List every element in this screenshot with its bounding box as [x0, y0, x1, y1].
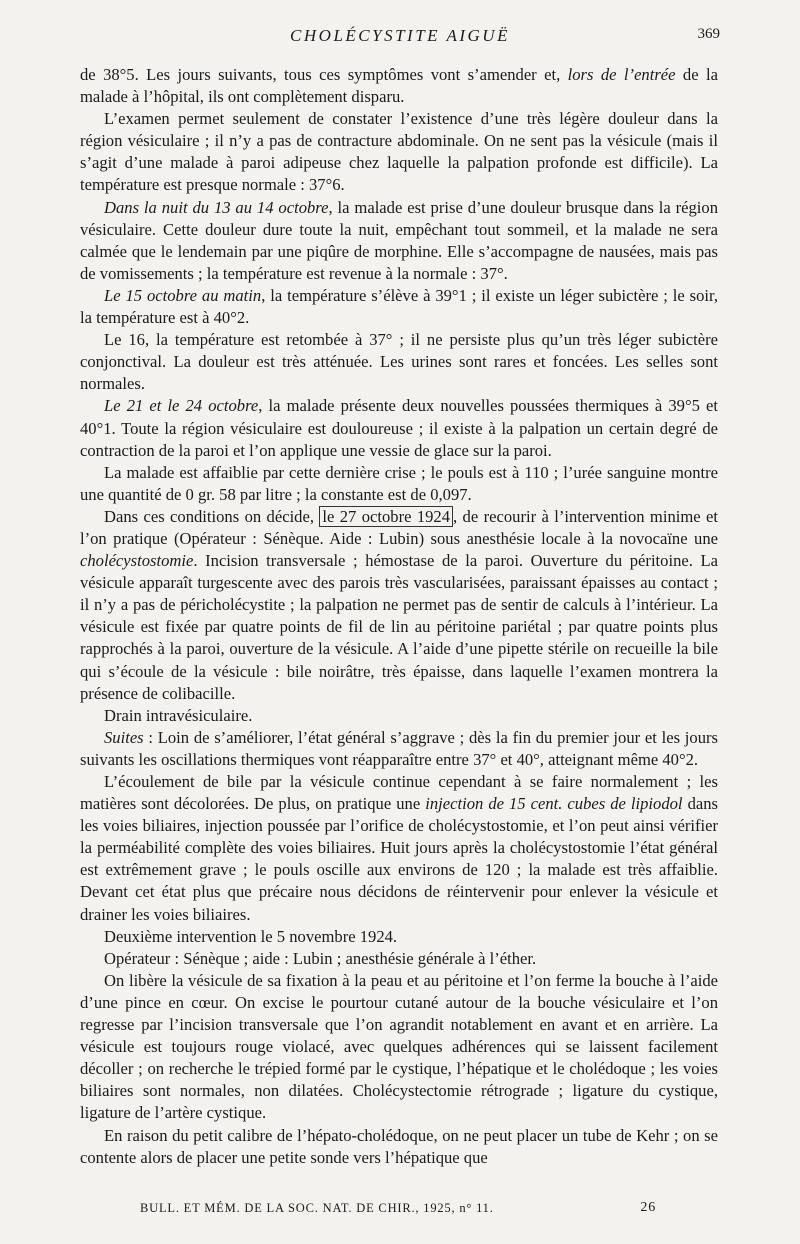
italic-text: Le 21 et le 24 octobre — [104, 396, 259, 416]
running-title: CHOLÉCYSTITE AIGUË — [290, 26, 510, 45]
paragraph — [80, 506, 718, 705]
paragraph — [80, 948, 718, 970]
text-run: La malade est affaiblie par cette dernière crise ; le pouls est à 110 ; l’urée sanguine montre une quantité de 0 gr. 58 par litre ; la constante est de 0,097. — [80, 462, 718, 504]
paragraph — [80, 285, 718, 329]
text-run: . Incision transversale ; hémostase de la paroi. Ouverture du péritoine. La vésicule apparaît turgescente avec des parois très vascularisées, paraissant épaisses au contact ; il n’y a pas de péricholécystite ; la palpation ne permet pas de sentir de calculs à l’intérieur. La vésicule est fixée par quatre points de fil de lin au péritoine pariétal ; par quatre points plus rapprochés à la paroi, ouverture de la vésicule. A l’aide d’une pipette stérile on recueille la bile qui s’écoule de la vésicule : bile noirâtre, très épaisse, dans laquelle l’examen montrera la présence de colibacille. — [80, 551, 718, 703]
italic-text: lors de l’entrée — [567, 65, 676, 84]
paragraph — [80, 727, 718, 771]
paragraph — [80, 329, 718, 395]
paragraph — [80, 1125, 718, 1169]
text-run: On libère la vésicule de sa fixation à la peau et au péritoine et l’on ferme la bouche à l’aide d’une pince en cœur. On excise le pourtour cutané autour de la bouche vésiculaire et l’on regresse par l’incision transversale que l’on agrandit notablement en avant et en arrière. La vésicule est toujours rouge violacé, avec quelques adhérences qui se laissent facilement décoller ; on recherche le trépied formé par le cystique, l’hépatique et le cholédoque ; les voies biliaires sont normales, non dilatées. Cholécystectomie rétrograde ; ligature du cystique, ligature de l’artère cystique. — [80, 970, 718, 1123]
italic-text: injection de 15 cent. cubes de lipiodol — [425, 794, 683, 814]
paragraph — [80, 395, 718, 461]
page-number: 369 — [697, 26, 720, 42]
text-run: de 38°5. Les jours suivants, tous ces symptômes vont s’amender et, — [80, 65, 568, 84]
text-run: , la malade est prise d’une douleur brusque dans la région vésiculaire. Cette douleur dure toute la nuit, empêchant tout sommeil, et la malade ne sera calmée que le lendemain par une piqûre de morphine. Elle s’accompagne de nausées, mais pas de vomissements ; la température est revenue à la normale : 37°. — [80, 197, 718, 283]
paragraph — [80, 705, 718, 727]
text-run: L’examen permet seulement de constater l’existence d’une très légère douleur dans la région vésiculaire ; il n’y a pas de contracture abdominale. On ne sent pas la vésicule (mais il s’agit d’une malade à paroi adipeuse chez laquelle la palpation profonde est difficile). La température est presque normale : 37°6. — [80, 109, 718, 195]
paragraph — [80, 197, 718, 285]
text-run: Dans ces conditions on décide, — [104, 506, 320, 526]
sheet-signature: 26 — [640, 1200, 656, 1215]
text-run: , de recourir à l’intervention minime et l’on pratique (Opérateur : Sénèque. Aide : Lubin) sous anesthésie locale à la novocaïne une — [80, 506, 718, 548]
body-text — [80, 64, 718, 1169]
text-run: Drain intravésiculaire. — [104, 705, 253, 725]
text-run: : Loin de s’améliorer, l’état général s’aggrave ; dès la fin du premier jour et les jours suivants les oscillations thermiques vont réapparaître entre 37° et 40°, atteignant même 40°2. — [80, 727, 718, 769]
paragraph — [80, 64, 718, 108]
page-header — [80, 22, 720, 50]
italic-text: Dans la nuit du 13 au 14 octobre — [104, 197, 329, 217]
text-run: de la malade à l’hôpital, ils ont complètement disparu. — [80, 65, 718, 107]
italic-text: cholécystostomie — [80, 551, 194, 571]
italic-text: Suites — [104, 727, 144, 747]
paragraph — [80, 926, 718, 948]
text-run: dans les voies biliaires, injection poussée par l’orifice de cholécystostomie, et l’on peut ainsi vérifier la perméabilité complète des voies biliaires. Huit jours après la cholécystostomie l’état général est extrêmement grave ; le pouls oscille aux environs de 120 ; la malade est très affaiblie. Devant cet état plus que précaire nous décidons de réintervenir pour enlever la vésicule et drainer les voies biliaires. — [80, 794, 718, 924]
text-run: , la température s’élève à 39°1 ; il existe un léger subictère ; le soir, la température est à 40°2. — [80, 285, 718, 328]
paragraph — [80, 462, 718, 506]
text-run: Opérateur : Sénèque ; aide : Lubin ; anesthésie générale à l’éther. — [104, 948, 537, 968]
text-run: L’écoulement de bile par la vésicule continue cependant à se faire normalement ; les matières sont décolorées. De plus, on pratique une — [80, 772, 718, 814]
footer-citation: BULL. ET MÉM. DE LA SOC. NAT. DE CHIR., 1925, n° 11. — [140, 1201, 494, 1215]
italic-text: Le 15 octobre au matin — [104, 285, 262, 305]
paragraph — [80, 970, 718, 1125]
text-run: Le 16, la température est retombée à 37° ; il ne persiste plus qu’un très léger subictère conjonctival. La douleur est très atténuée. Les urines sont rares et foncées. Les selles sont normales. — [80, 330, 718, 394]
text-run: , la malade présente deux nouvelles poussées thermiques à 39°5 et 40°1. Toute la région vésiculaire est douloureuse ; il existe à la palpation un certain degré de contraction de la paroi et l’on applique une vessie de glace sur la paroi. — [80, 396, 718, 460]
paragraph — [80, 771, 718, 926]
text-run: En raison du petit calibre de l’hépato-cholédoque, on ne peut placer un tube de Kehr ; on se contente alors de placer une petite sonde vers l’hépatique que — [80, 1125, 718, 1167]
boxed-date: le 27 octobre 1924 — [319, 506, 453, 527]
text-run: Deuxième intervention le 5 novembre 1924. — [104, 926, 398, 946]
paragraph — [80, 108, 718, 196]
page-footer — [80, 1198, 718, 1220]
